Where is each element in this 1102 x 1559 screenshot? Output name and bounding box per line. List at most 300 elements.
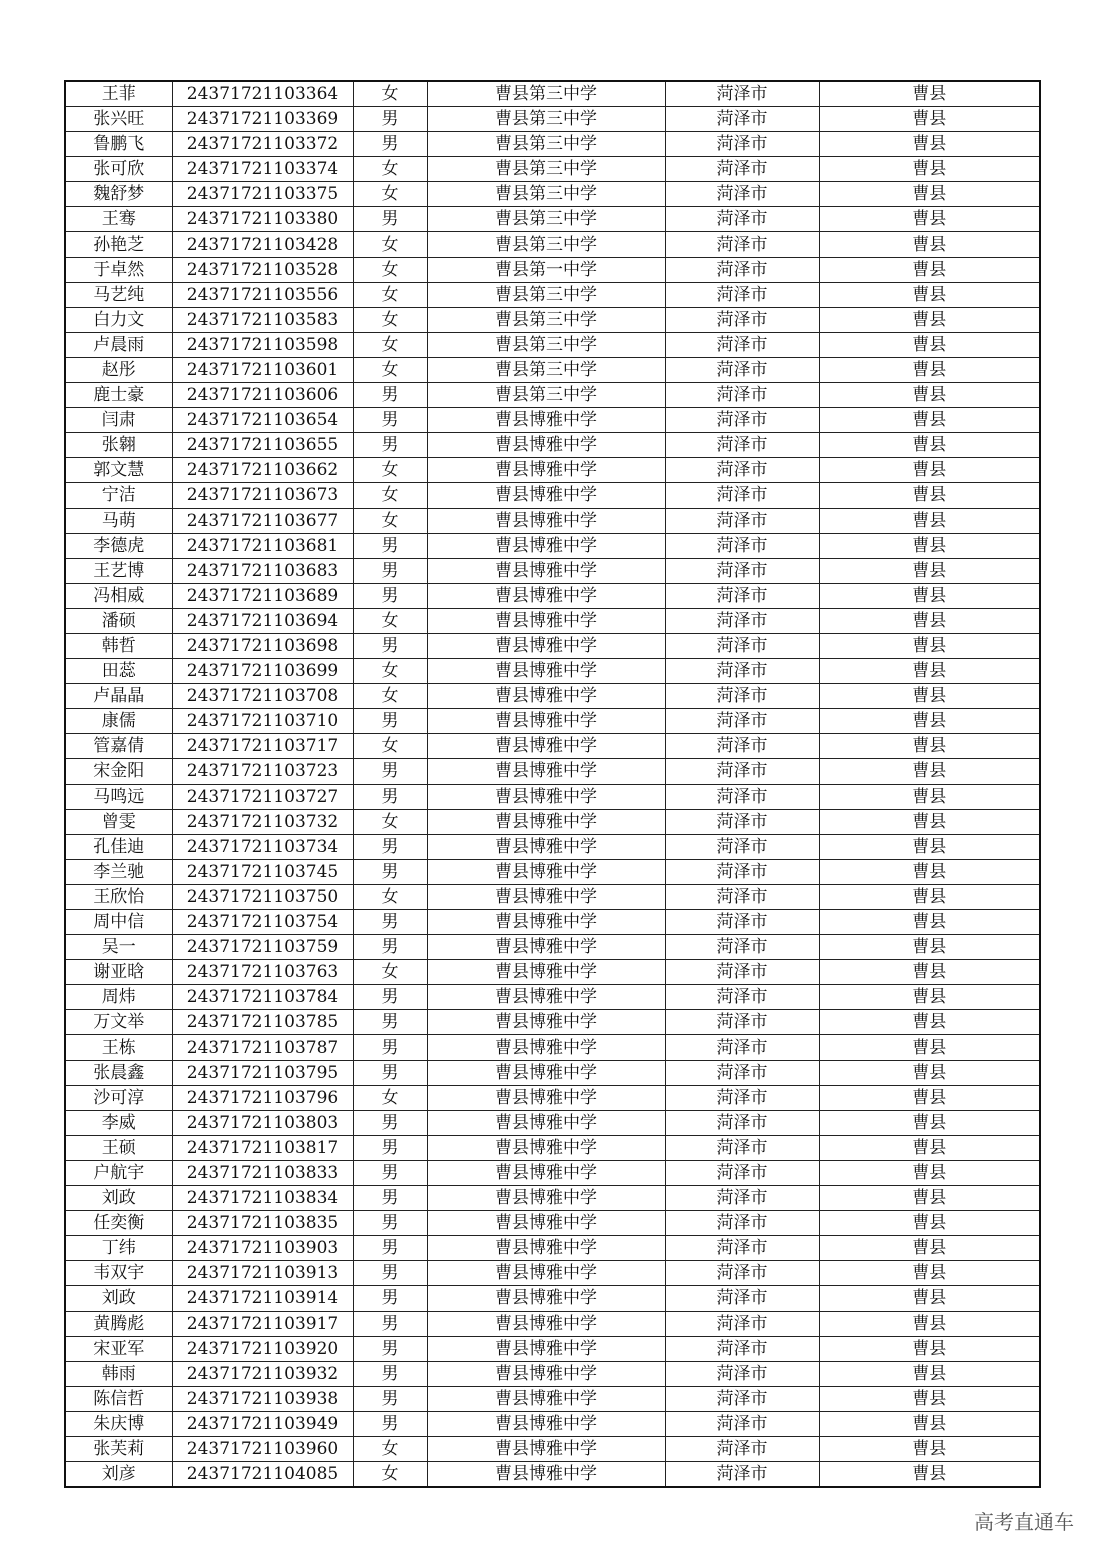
school-cell: 曹县第三中学 xyxy=(427,383,665,408)
gender-cell: 男 xyxy=(353,1386,427,1411)
gender-cell: 女 xyxy=(353,508,427,533)
gender-cell: 女 xyxy=(353,684,427,709)
gender-cell: 女 xyxy=(353,1436,427,1461)
county-cell: 曹县 xyxy=(819,1110,1040,1135)
school-cell: 曹县博雅中学 xyxy=(427,1386,665,1411)
city-cell: 菏泽市 xyxy=(665,1186,819,1211)
city-cell: 菏泽市 xyxy=(665,81,819,107)
name-cell: 任奕衡 xyxy=(65,1211,172,1236)
exam-id-cell: 24371721103677 xyxy=(172,508,353,533)
city-cell: 菏泽市 xyxy=(665,734,819,759)
county-cell: 曹县 xyxy=(819,182,1040,207)
county-cell: 曹县 xyxy=(819,1386,1040,1411)
gender-cell: 男 xyxy=(353,633,427,658)
school-cell: 曹县博雅中学 xyxy=(427,1060,665,1085)
county-cell: 曹县 xyxy=(819,1135,1040,1160)
name-cell: 曾雯 xyxy=(65,809,172,834)
county-cell: 曹县 xyxy=(819,608,1040,633)
gender-cell: 男 xyxy=(353,985,427,1010)
county-cell: 曹县 xyxy=(819,1411,1040,1436)
table-row xyxy=(65,834,1040,859)
table-row xyxy=(65,458,1040,483)
county-cell: 曹县 xyxy=(819,659,1040,684)
table-row xyxy=(65,132,1040,157)
exam-id-cell: 24371721103763 xyxy=(172,960,353,985)
exam-id-cell: 24371721103689 xyxy=(172,583,353,608)
gender-cell: 女 xyxy=(353,232,427,257)
city-cell: 菏泽市 xyxy=(665,1286,819,1311)
city-cell: 菏泽市 xyxy=(665,1211,819,1236)
name-cell: 郭文慧 xyxy=(65,458,172,483)
gender-cell: 女 xyxy=(353,809,427,834)
school-cell: 曹县博雅中学 xyxy=(427,884,665,909)
city-cell: 菏泽市 xyxy=(665,558,819,583)
gender-cell: 女 xyxy=(353,483,427,508)
school-cell: 曹县第三中学 xyxy=(427,282,665,307)
name-cell: 康儒 xyxy=(65,709,172,734)
county-cell: 曹县 xyxy=(819,81,1040,107)
city-cell: 菏泽市 xyxy=(665,533,819,558)
name-cell: 丁纬 xyxy=(65,1236,172,1261)
school-cell: 曹县第三中学 xyxy=(427,132,665,157)
city-cell: 菏泽市 xyxy=(665,1411,819,1436)
city-cell: 菏泽市 xyxy=(665,1035,819,1060)
school-cell: 曹县博雅中学 xyxy=(427,1462,665,1488)
exam-id-cell: 24371721103750 xyxy=(172,884,353,909)
name-cell: 管嘉倩 xyxy=(65,734,172,759)
city-cell: 菏泽市 xyxy=(665,859,819,884)
exam-id-cell: 24371721103583 xyxy=(172,307,353,332)
city-cell: 菏泽市 xyxy=(665,910,819,935)
city-cell: 菏泽市 xyxy=(665,935,819,960)
gender-cell: 男 xyxy=(353,1160,427,1185)
county-cell: 曹县 xyxy=(819,1436,1040,1461)
gender-cell: 女 xyxy=(353,182,427,207)
county-cell: 曹县 xyxy=(819,1236,1040,1261)
exam-id-cell: 24371721103723 xyxy=(172,759,353,784)
gender-cell: 男 xyxy=(353,1211,427,1236)
county-cell: 曹县 xyxy=(819,132,1040,157)
gender-cell: 男 xyxy=(353,784,427,809)
gender-cell: 女 xyxy=(353,960,427,985)
city-cell: 菏泽市 xyxy=(665,458,819,483)
name-cell: 马艺纯 xyxy=(65,282,172,307)
exam-id-cell: 24371721103754 xyxy=(172,910,353,935)
school-cell: 曹县博雅中学 xyxy=(427,659,665,684)
table-row xyxy=(65,659,1040,684)
school-cell: 曹县第三中学 xyxy=(427,357,665,382)
city-cell: 菏泽市 xyxy=(665,257,819,282)
table-row xyxy=(65,1135,1040,1160)
gender-cell: 男 xyxy=(353,1035,427,1060)
gender-cell: 男 xyxy=(353,1261,427,1286)
gender-cell: 男 xyxy=(353,1236,427,1261)
exam-id-cell: 24371721103654 xyxy=(172,408,353,433)
exam-id-cell: 24371721103949 xyxy=(172,1411,353,1436)
exam-id-cell: 24371721104085 xyxy=(172,1462,353,1488)
gender-cell: 男 xyxy=(353,583,427,608)
name-cell: 张可欣 xyxy=(65,157,172,182)
city-cell: 菏泽市 xyxy=(665,107,819,132)
table-row xyxy=(65,583,1040,608)
school-cell: 曹县博雅中学 xyxy=(427,834,665,859)
gender-cell: 男 xyxy=(353,1411,427,1436)
gender-cell: 男 xyxy=(353,558,427,583)
gender-cell: 男 xyxy=(353,834,427,859)
school-cell: 曹县博雅中学 xyxy=(427,1236,665,1261)
gender-cell: 女 xyxy=(353,81,427,107)
gender-cell: 男 xyxy=(353,859,427,884)
city-cell: 菏泽市 xyxy=(665,960,819,985)
exam-id-cell: 24371721103920 xyxy=(172,1336,353,1361)
name-cell: 吴一 xyxy=(65,935,172,960)
school-cell: 曹县博雅中学 xyxy=(427,1336,665,1361)
county-cell: 曹县 xyxy=(819,734,1040,759)
school-cell: 曹县博雅中学 xyxy=(427,633,665,658)
city-cell: 菏泽市 xyxy=(665,583,819,608)
county-cell: 曹县 xyxy=(819,759,1040,784)
table-row xyxy=(65,1211,1040,1236)
name-cell: 鹿士豪 xyxy=(65,383,172,408)
county-cell: 曹县 xyxy=(819,508,1040,533)
table-row xyxy=(65,859,1040,884)
exam-id-cell: 24371721103833 xyxy=(172,1160,353,1185)
county-cell: 曹县 xyxy=(819,1060,1040,1085)
gender-cell: 男 xyxy=(353,935,427,960)
gender-cell: 男 xyxy=(353,1361,427,1386)
county-cell: 曹县 xyxy=(819,383,1040,408)
exam-id-cell: 24371721103380 xyxy=(172,207,353,232)
gender-cell: 女 xyxy=(353,357,427,382)
name-cell: 王菲 xyxy=(65,81,172,107)
table-row xyxy=(65,332,1040,357)
exam-id-cell: 24371721103694 xyxy=(172,608,353,633)
gender-cell: 男 xyxy=(353,207,427,232)
exam-id-cell: 24371721103932 xyxy=(172,1361,353,1386)
county-cell: 曹县 xyxy=(819,709,1040,734)
city-cell: 菏泽市 xyxy=(665,157,819,182)
county-cell: 曹县 xyxy=(819,1361,1040,1386)
school-cell: 曹县博雅中学 xyxy=(427,784,665,809)
school-cell: 曹县第三中学 xyxy=(427,157,665,182)
school-cell: 曹县博雅中学 xyxy=(427,433,665,458)
county-cell: 曹县 xyxy=(819,1311,1040,1336)
name-cell: 于卓然 xyxy=(65,257,172,282)
county-cell: 曹县 xyxy=(819,1035,1040,1060)
table-row xyxy=(65,1035,1040,1060)
exam-id-cell: 24371721103917 xyxy=(172,1311,353,1336)
school-cell: 曹县博雅中学 xyxy=(427,1186,665,1211)
name-cell: 张兴旺 xyxy=(65,107,172,132)
name-cell: 韦双宇 xyxy=(65,1261,172,1286)
table-row xyxy=(65,1010,1040,1035)
name-cell: 宋亚军 xyxy=(65,1336,172,1361)
city-cell: 菏泽市 xyxy=(665,1436,819,1461)
table-row xyxy=(65,1311,1040,1336)
exam-id-cell: 24371721103710 xyxy=(172,709,353,734)
school-cell: 曹县博雅中学 xyxy=(427,935,665,960)
gender-cell: 女 xyxy=(353,1085,427,1110)
city-cell: 菏泽市 xyxy=(665,1236,819,1261)
table-row xyxy=(65,558,1040,583)
school-cell: 曹县博雅中学 xyxy=(427,1311,665,1336)
exam-id-cell: 24371721103364 xyxy=(172,81,353,107)
exam-id-cell: 24371721103681 xyxy=(172,533,353,558)
county-cell: 曹县 xyxy=(819,985,1040,1010)
city-cell: 菏泽市 xyxy=(665,307,819,332)
gender-cell: 女 xyxy=(353,307,427,332)
name-cell: 魏舒梦 xyxy=(65,182,172,207)
school-cell: 曹县博雅中学 xyxy=(427,985,665,1010)
county-cell: 曹县 xyxy=(819,408,1040,433)
name-cell: 张晨鑫 xyxy=(65,1060,172,1085)
table-row xyxy=(65,307,1040,332)
county-cell: 曹县 xyxy=(819,784,1040,809)
school-cell: 曹县博雅中学 xyxy=(427,1110,665,1135)
exam-id-cell: 24371721103913 xyxy=(172,1261,353,1286)
exam-id-cell: 24371721103787 xyxy=(172,1035,353,1060)
county-cell: 曹县 xyxy=(819,684,1040,709)
exam-id-cell: 24371721103428 xyxy=(172,232,353,257)
table-row xyxy=(65,1160,1040,1185)
school-cell: 曹县博雅中学 xyxy=(427,583,665,608)
city-cell: 菏泽市 xyxy=(665,1336,819,1361)
city-cell: 菏泽市 xyxy=(665,508,819,533)
city-cell: 菏泽市 xyxy=(665,1160,819,1185)
exam-id-cell: 24371721103960 xyxy=(172,1436,353,1461)
table-row xyxy=(65,182,1040,207)
name-cell: 李兰驰 xyxy=(65,859,172,884)
name-cell: 潘硕 xyxy=(65,608,172,633)
name-cell: 王硕 xyxy=(65,1135,172,1160)
county-cell: 曹县 xyxy=(819,583,1040,608)
table-row xyxy=(65,759,1040,784)
table-row xyxy=(65,910,1040,935)
exam-id-cell: 24371721103662 xyxy=(172,458,353,483)
table-row xyxy=(65,533,1040,558)
table-row xyxy=(65,232,1040,257)
name-cell: 卢晨雨 xyxy=(65,332,172,357)
school-cell: 曹县博雅中学 xyxy=(427,508,665,533)
table-row xyxy=(65,1361,1040,1386)
city-cell: 菏泽市 xyxy=(665,884,819,909)
exam-id-cell: 24371721103601 xyxy=(172,357,353,382)
city-cell: 菏泽市 xyxy=(665,1135,819,1160)
exam-id-cell: 24371721103796 xyxy=(172,1085,353,1110)
gender-cell: 女 xyxy=(353,332,427,357)
exam-id-cell: 24371721103372 xyxy=(172,132,353,157)
county-cell: 曹县 xyxy=(819,1462,1040,1488)
school-cell: 曹县博雅中学 xyxy=(427,1411,665,1436)
exam-id-cell: 24371721103732 xyxy=(172,809,353,834)
name-cell: 李德虎 xyxy=(65,533,172,558)
school-cell: 曹县博雅中学 xyxy=(427,1085,665,1110)
gender-cell: 男 xyxy=(353,533,427,558)
table-row xyxy=(65,282,1040,307)
gender-cell: 男 xyxy=(353,1186,427,1211)
name-cell: 闫肃 xyxy=(65,408,172,433)
city-cell: 菏泽市 xyxy=(665,433,819,458)
exam-id-cell: 24371721103745 xyxy=(172,859,353,884)
gender-cell: 男 xyxy=(353,408,427,433)
name-cell: 王欣怡 xyxy=(65,884,172,909)
county-cell: 曹县 xyxy=(819,834,1040,859)
gender-cell: 女 xyxy=(353,734,427,759)
table-row xyxy=(65,107,1040,132)
county-cell: 曹县 xyxy=(819,884,1040,909)
name-cell: 朱庆博 xyxy=(65,1411,172,1436)
exam-id-cell: 24371721103817 xyxy=(172,1135,353,1160)
exam-id-cell: 24371721103834 xyxy=(172,1186,353,1211)
county-cell: 曹县 xyxy=(819,1336,1040,1361)
name-cell: 李威 xyxy=(65,1110,172,1135)
name-cell: 韩雨 xyxy=(65,1361,172,1386)
table-row xyxy=(65,935,1040,960)
county-cell: 曹县 xyxy=(819,282,1040,307)
exam-id-cell: 24371721103598 xyxy=(172,332,353,357)
gender-cell: 男 xyxy=(353,132,427,157)
table-row xyxy=(65,734,1040,759)
table-row xyxy=(65,408,1040,433)
name-cell: 鲁鹏飞 xyxy=(65,132,172,157)
exam-id-cell: 24371721103784 xyxy=(172,985,353,1010)
county-cell: 曹县 xyxy=(819,1286,1040,1311)
gender-cell: 男 xyxy=(353,433,427,458)
name-cell: 谢亚晗 xyxy=(65,960,172,985)
gender-cell: 女 xyxy=(353,608,427,633)
name-cell: 陈信哲 xyxy=(65,1386,172,1411)
table-row xyxy=(65,684,1040,709)
name-cell: 马鸣远 xyxy=(65,784,172,809)
gender-cell: 女 xyxy=(353,884,427,909)
county-cell: 曹县 xyxy=(819,307,1040,332)
table-row xyxy=(65,1110,1040,1135)
table-row xyxy=(65,1336,1040,1361)
name-cell: 韩哲 xyxy=(65,633,172,658)
city-cell: 菏泽市 xyxy=(665,1010,819,1035)
exam-id-cell: 24371721103528 xyxy=(172,257,353,282)
table-row xyxy=(65,1436,1040,1461)
name-cell: 田蕊 xyxy=(65,659,172,684)
city-cell: 菏泽市 xyxy=(665,1311,819,1336)
county-cell: 曹县 xyxy=(819,910,1040,935)
gender-cell: 男 xyxy=(353,1311,427,1336)
school-cell: 曹县第一中学 xyxy=(427,257,665,282)
exam-id-cell: 24371721103673 xyxy=(172,483,353,508)
city-cell: 菏泽市 xyxy=(665,1060,819,1085)
school-cell: 曹县第三中学 xyxy=(427,232,665,257)
school-cell: 曹县博雅中学 xyxy=(427,1436,665,1461)
table-row xyxy=(65,1462,1040,1488)
school-cell: 曹县博雅中学 xyxy=(427,1160,665,1185)
name-cell: 冯相威 xyxy=(65,583,172,608)
table-row xyxy=(65,1085,1040,1110)
county-cell: 曹县 xyxy=(819,533,1040,558)
city-cell: 菏泽市 xyxy=(665,483,819,508)
school-cell: 曹县博雅中学 xyxy=(427,458,665,483)
school-cell: 曹县博雅中学 xyxy=(427,709,665,734)
city-cell: 菏泽市 xyxy=(665,182,819,207)
exam-id-cell: 24371721103698 xyxy=(172,633,353,658)
school-cell: 曹县第三中学 xyxy=(427,307,665,332)
city-cell: 菏泽市 xyxy=(665,1361,819,1386)
school-cell: 曹县博雅中学 xyxy=(427,1361,665,1386)
exam-id-cell: 24371721103708 xyxy=(172,684,353,709)
school-cell: 曹县第三中学 xyxy=(427,332,665,357)
table-row xyxy=(65,81,1040,107)
table-row xyxy=(65,207,1040,232)
city-cell: 菏泽市 xyxy=(665,633,819,658)
school-cell: 曹县博雅中学 xyxy=(427,859,665,884)
school-cell: 曹县第三中学 xyxy=(427,207,665,232)
city-cell: 菏泽市 xyxy=(665,332,819,357)
county-cell: 曹县 xyxy=(819,458,1040,483)
school-cell: 曹县博雅中学 xyxy=(427,1135,665,1160)
table-row xyxy=(65,257,1040,282)
school-cell: 曹县博雅中学 xyxy=(427,759,665,784)
table-row xyxy=(65,1386,1040,1411)
table-row xyxy=(65,1186,1040,1211)
school-cell: 曹县博雅中学 xyxy=(427,483,665,508)
city-cell: 菏泽市 xyxy=(665,608,819,633)
table-row xyxy=(65,784,1040,809)
city-cell: 菏泽市 xyxy=(665,1462,819,1488)
gender-cell: 男 xyxy=(353,759,427,784)
name-cell: 万文举 xyxy=(65,1010,172,1035)
county-cell: 曹县 xyxy=(819,809,1040,834)
exam-id-cell: 24371721103374 xyxy=(172,157,353,182)
name-cell: 王栋 xyxy=(65,1035,172,1060)
exam-id-cell: 24371721103556 xyxy=(172,282,353,307)
city-cell: 菏泽市 xyxy=(665,132,819,157)
school-cell: 曹县博雅中学 xyxy=(427,960,665,985)
table-row xyxy=(65,433,1040,458)
county-cell: 曹县 xyxy=(819,157,1040,182)
county-cell: 曹县 xyxy=(819,483,1040,508)
name-cell: 宁洁 xyxy=(65,483,172,508)
name-cell: 黄腾彪 xyxy=(65,1311,172,1336)
school-cell: 曹县博雅中学 xyxy=(427,558,665,583)
gender-cell: 男 xyxy=(353,1010,427,1035)
gender-cell: 男 xyxy=(353,107,427,132)
city-cell: 菏泽市 xyxy=(665,834,819,859)
school-cell: 曹县博雅中学 xyxy=(427,1010,665,1035)
name-cell: 张芙莉 xyxy=(65,1436,172,1461)
table-row xyxy=(65,157,1040,182)
exam-id-cell: 24371721103717 xyxy=(172,734,353,759)
gender-cell: 男 xyxy=(353,1336,427,1361)
exam-id-cell: 24371721103655 xyxy=(172,433,353,458)
city-cell: 菏泽市 xyxy=(665,684,819,709)
school-cell: 曹县博雅中学 xyxy=(427,734,665,759)
table-row xyxy=(65,1411,1040,1436)
county-cell: 曹县 xyxy=(819,1261,1040,1286)
gender-cell: 男 xyxy=(353,1110,427,1135)
county-cell: 曹县 xyxy=(819,207,1040,232)
table-row xyxy=(65,383,1040,408)
city-cell: 菏泽市 xyxy=(665,408,819,433)
name-cell: 周中信 xyxy=(65,910,172,935)
name-cell: 赵彤 xyxy=(65,357,172,382)
school-cell: 曹县博雅中学 xyxy=(427,1035,665,1060)
exam-id-cell: 24371721103785 xyxy=(172,1010,353,1035)
gender-cell: 女 xyxy=(353,1462,427,1488)
gender-cell: 女 xyxy=(353,458,427,483)
city-cell: 菏泽市 xyxy=(665,383,819,408)
city-cell: 菏泽市 xyxy=(665,659,819,684)
table-row xyxy=(65,985,1040,1010)
county-cell: 曹县 xyxy=(819,935,1040,960)
